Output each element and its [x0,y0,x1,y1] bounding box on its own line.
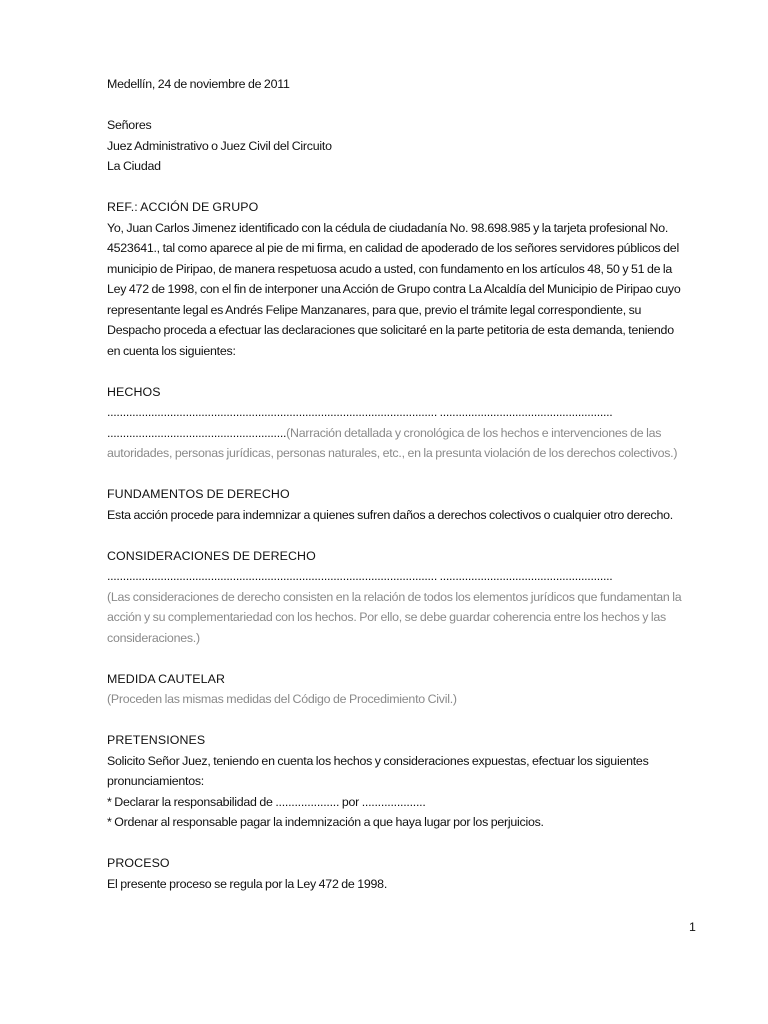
hechos-note: autoridades, personas jurídicas, personas naturales, etc., en la presunta violación de los derechos colectivos.) [107,446,678,460]
pretensiones-heading: PRETENSIONES [107,733,206,747]
reference-line: en cuenta los siguientes: [107,343,236,358]
reference-line: representante legal es Andrés Felipe Manzanares, para que, previo el trámite legal correspondiente, su [107,302,642,317]
spacer [107,361,697,382]
consideraciones-heading: CONSIDERACIONES DE DERECHO [107,548,316,563]
consideraciones-note: consideraciones.) [107,630,200,645]
proceso-text: El presente proceso se regula por la Ley 472 de 1998. [107,876,388,891]
recipient-city: La Ciudad [107,159,161,173]
medida-cautelar-heading: MEDIDA CAUTELAR [107,671,226,686]
reference-line: Despacho proceda a efectuar las declaraciones que solicitaré en la parte petitoria de esta demanda, teniendo [107,323,674,337]
fundamentos-heading: FUNDAMENTOS DE DERECHO [107,487,290,501]
hechos-placeholder-dots: ......................................................................................................... ....................................................... [107,405,613,419]
spacer [107,525,697,546]
reference-line: municipio de Piripao, de manera respetuosa acudo a usted, con fundamento en los artículos 48, 50 y 51 de la [107,261,673,276]
pretensiones-line: pronunciamientos: [107,774,204,788]
document-body [107,74,697,894]
spacer [107,710,697,731]
consideraciones-placeholder-dots: ......................................................................................................... ....................................................... [107,569,613,583]
hechos-heading: HECHOS [107,384,161,399]
hechos-placeholder-line [107,423,697,444]
pretensiones-line: Solicito Señor Juez, teniendo en cuenta los hechos y consideraciones expuestas, efectuar los siguientes [107,753,649,768]
pretensiones-bullet: * Declarar la responsabilidad de .................... por .................... [107,794,426,809]
hechos-note: (Narración detallada y cronológica de los hechos e intervenciones de las [286,425,662,440]
spacer [107,95,697,116]
medida-cautelar-note: (Proceden las mismas medidas del Código de Procedimiento Civil.) [107,692,457,706]
reference-line: 4523641., tal como aparece al pie de mi firma, en calidad de apoderado de los señores servidores públicos del [107,241,679,255]
page-number: 1 [689,920,696,934]
pretensiones-bullet: * Ordenar al responsable pagar la indemnización a que haya lugar por los perjuicios. [107,815,544,829]
consideraciones-note: acción y su complementariedad con los hechos. Por ello, se debe guardar coherencia entre los hechos y las [107,610,666,624]
proceso-heading: PROCESO [107,856,170,870]
spacer [107,648,697,669]
reference-heading: REF.: ACCIÓN DE GRUPO [107,200,259,214]
recipient-judge: Juez Administrativo o Juez Civil del Circuito [107,138,332,153]
recipient-salutation: Señores [107,118,152,132]
date-line: Medellín, 24 de noviembre de 2011 [107,77,290,91]
spacer [107,177,697,198]
reference-line: Ley 472 de 1998, con el fin de interponer una Acción de Grupo contra La Alcaldía del Municipio de Piripao cuyo [107,282,681,296]
hechos-placeholder-dots: ......................................................... [107,425,287,440]
consideraciones-note: (Las consideraciones de derecho consisten en la relación de todos los elementos jurídicos que fundamentan la [107,589,682,604]
fundamentos-text: Esta acción procede para indemnizar a quienes sufren daños a derechos colectivos o cualquier otro derecho. [107,507,673,522]
spacer [107,833,697,854]
reference-line: Yo, Juan Carlos Jimenez identificado con la cédula de ciudadanía No. 98.698.985 y la tarjeta profesional No. [107,220,669,235]
spacer [107,464,697,485]
